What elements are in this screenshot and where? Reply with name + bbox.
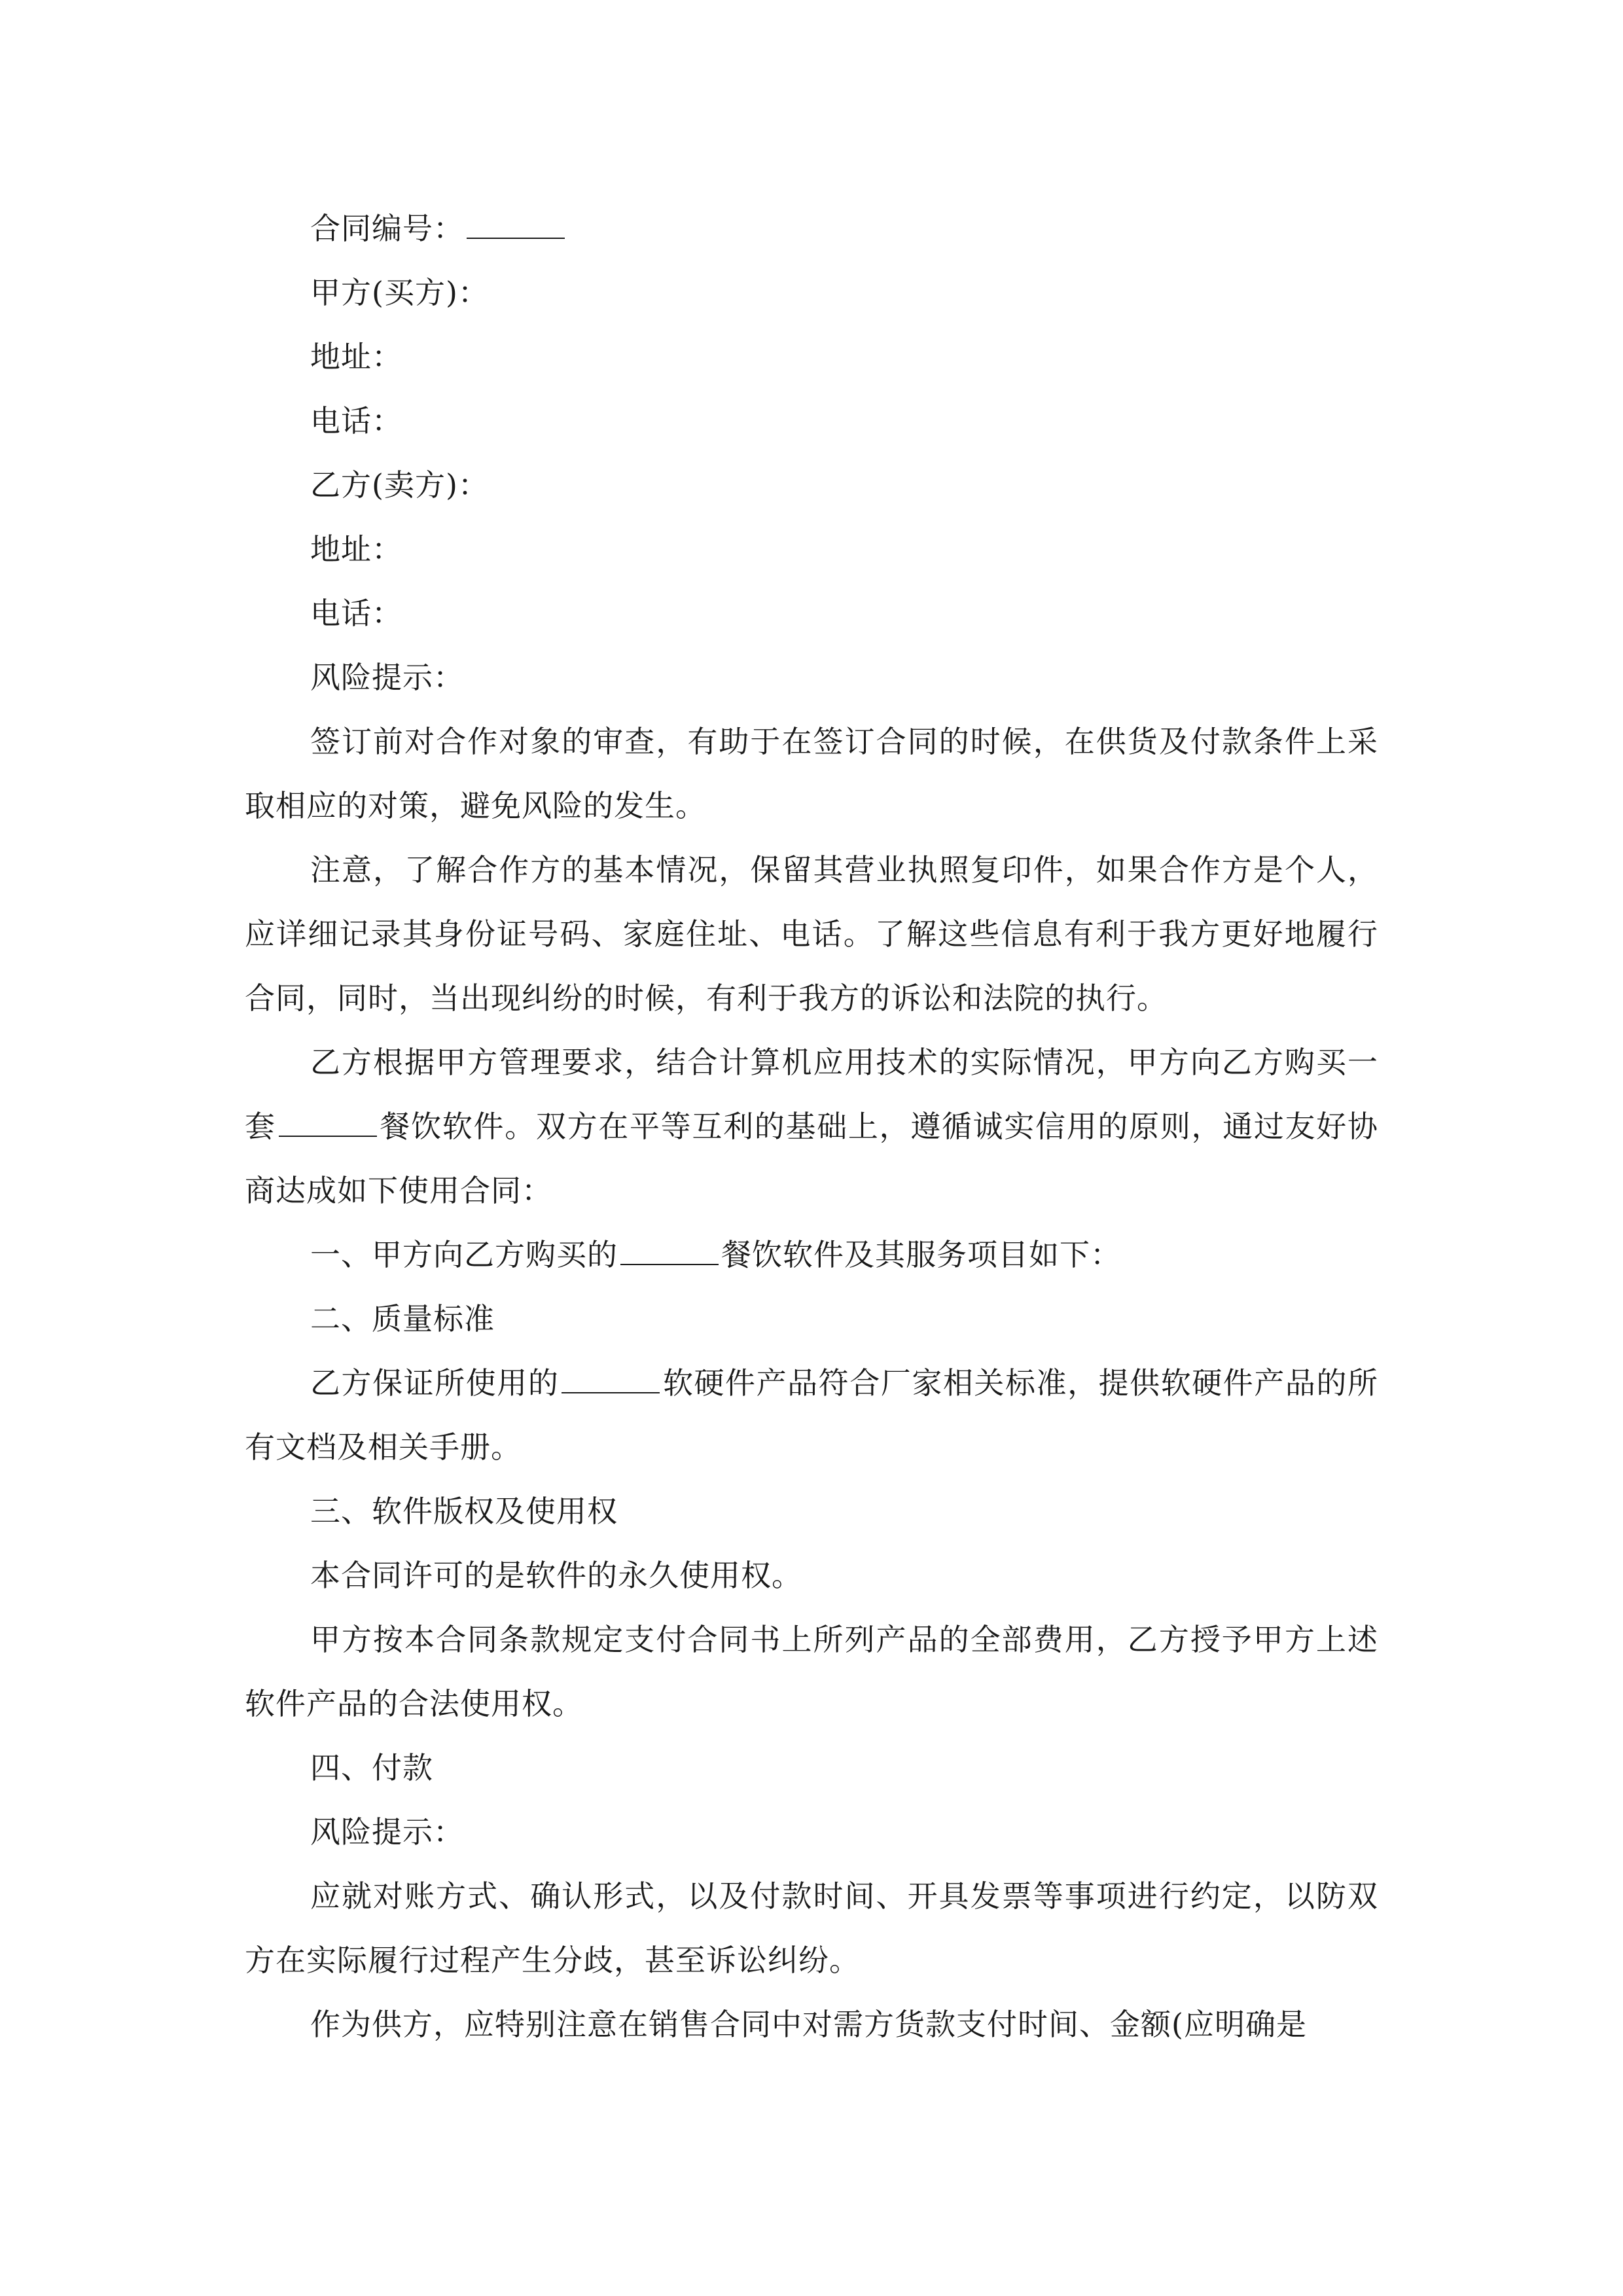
section-4-risk-heading: 风险提示： <box>310 1814 464 1850</box>
section-1-blank <box>620 1238 719 1265</box>
section-2-blank <box>562 1366 660 1393</box>
party-b-line: 乙方(卖方)： <box>310 467 489 503</box>
section-1-part-1: 一、甲方向乙方购买的 <box>310 1237 618 1272</box>
party-b-phone-line: 电话： <box>310 596 402 631</box>
section-2-part-1: 乙方保证所使用的 <box>310 1365 560 1401</box>
risk-notice-heading: 风险提示： <box>310 660 464 695</box>
intro-part-2: 餐饮软件。双方在平等互利的基础上，遵循诚实信用的原则，通过友好协商达成如下使用合同： <box>245 1109 1379 1208</box>
software-name-blank <box>279 1109 377 1137</box>
party-a-line: 甲方(买方)： <box>310 275 489 310</box>
section-4-title: 四、付款 <box>310 1750 433 1785</box>
section-4-paragraph-1: 应就对账方式、确认形式，以及付款时间、开具发票等事项进行约定，以防双方在实际履行过程产生分歧，甚至诉讼纠纷。 <box>245 1878 1378 1978</box>
contract-number-line <box>245 196 1378 260</box>
section-1-line <box>245 1223 1378 1287</box>
section-2-paragraph <box>245 1351 1378 1479</box>
section-4-paragraph-2: 作为供方，应特别注意在销售合同中对需方货款支付时间、金额(应明确是 <box>310 2007 1307 2042</box>
risk-paragraph-2: 注意，了解合作方的基本情况，保留其营业执照复印件，如果合作方是个人，应详细记录其身份证号码、家庭住址、电话。了解这些信息有利于我方更好地履行合同，同时，当出现纠纷的时候，有利于我方的诉讼和法院的执行。 <box>245 852 1378 1016</box>
section-3-paragraph-1: 本合同许可的是软件的永久使用权。 <box>310 1558 802 1593</box>
section-3-paragraph-2: 甲方按本合同条款规定支付合同书上所列产品的全部费用，乙方授予甲方上述软件产品的合法使用权。 <box>245 1622 1378 1721</box>
party-a-address-line: 地址： <box>310 339 402 374</box>
section-1-part-2: 餐饮软件及其服务项目如下： <box>721 1237 1121 1272</box>
section-2-part-2: 软硬件产品符合厂家相关标准，提供软硬件产品的所有文档及相关手册。 <box>245 1365 1379 1465</box>
section-2-title: 二、质量标准 <box>310 1301 495 1336</box>
document-body <box>245 196 1378 2056</box>
party-b-address-line: 地址： <box>310 531 402 567</box>
party-a-phone-line: 电话： <box>310 403 402 439</box>
intro-part-1: 乙方根据甲方管理要求，结合计算机应用技术的实际情况，甲方向乙方购买一套 <box>245 1045 1378 1144</box>
contract-number-label: 合同编号： <box>310 211 464 246</box>
contract-number-blank <box>467 211 565 239</box>
intro-paragraph <box>245 1030 1378 1223</box>
section-3-title: 三、软件版权及使用权 <box>310 1494 618 1529</box>
risk-paragraph-1: 签订前对合作对象的审查，有助于在签订合同的时候，在供货及付款条件上采取相应的对策，避免风险的发生。 <box>245 724 1378 823</box>
